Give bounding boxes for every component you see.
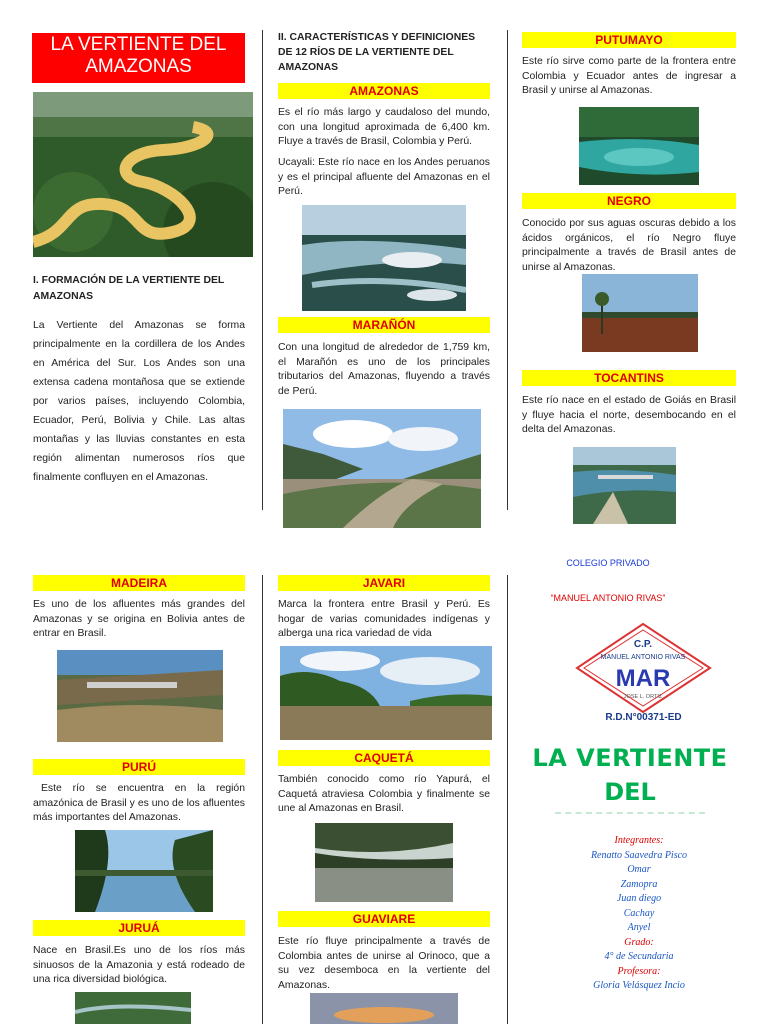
banner-putumayo: PUTUMAYO xyxy=(522,32,736,48)
tocantins-text: Este río nace en el estado de Goiás en Brasil y fluye hacia el norte, desembocando en el delta del Amazonas. xyxy=(522,395,736,436)
puru-river-image xyxy=(75,830,213,912)
banner-tocantins: TOCANTINS xyxy=(522,370,736,386)
school-name: “MANUEL ANTONIO RIVAS” xyxy=(550,593,666,603)
madeira-text: Es uno de los afluentes más grandes del Amazonas y se origina en Bolivia antes de entrar en Brasil. xyxy=(33,599,245,640)
banner-negro: NEGRO xyxy=(522,193,736,209)
banner-madeira: MADEIRA xyxy=(33,575,245,591)
banner-amazonas: AMAZONAS xyxy=(278,83,490,99)
guaviare-text: Este río fluye principalmente a través de Colombia antes de unirse al Orinoco, que a su vez desemboca en la vertiente del Amazonas. xyxy=(278,936,490,991)
madeira-dam-image xyxy=(57,650,223,742)
member-5: Cachay xyxy=(623,907,655,919)
cover-title-line2: DEL xyxy=(604,778,656,806)
school-label: COLEGIO PRIVADO xyxy=(566,558,650,568)
member-4: Juan diego xyxy=(616,893,662,904)
member-2: Omar xyxy=(627,864,651,875)
caqueta-text: También conocido como río Yapurá, el Caquetá atraviesa Colombia y finalmente se une al Amazonas en Brasil. xyxy=(278,774,490,815)
page-title: LA VERTIENTE DEL AMAZONAS xyxy=(32,33,245,83)
logo-name: MANUEL ANTONIO RIVAS xyxy=(600,654,686,661)
profesora-label: Profesora: xyxy=(617,965,661,977)
banner-puru: PURÚ xyxy=(33,759,245,775)
putumayo-image xyxy=(579,107,699,185)
divider-top-1 xyxy=(262,30,263,510)
grado-label: Grado: xyxy=(624,936,654,948)
banner-guaviare: GUAVIARE xyxy=(278,911,490,927)
cover-title-line1: LA VERTIENTE xyxy=(532,744,728,772)
javari-river-image xyxy=(280,646,492,740)
profesora-value: Gloria Velásquez Incio xyxy=(593,980,685,991)
section-2-heading: II. CARACTERÍSTICAS Y DEFINICIONES DE 12 RÍOS DE LA VERTIENTE DEL AMAZONAS xyxy=(278,32,476,73)
section-1-heading: I. FORMACIÓN DE LA VERTIENTE DEL AMAZONAS xyxy=(33,275,225,302)
divider-top-2 xyxy=(507,30,508,510)
logo-cp: C.P. xyxy=(633,639,653,650)
rdn-number: R.D.N°00371-ED xyxy=(605,712,682,723)
school-logo xyxy=(575,622,712,714)
banner-caqueta: CAQUETÁ xyxy=(278,750,490,766)
amazonas-text: Es el río más largo y caudaloso del mundo, con una longitud aproximada de 6,400 km. Fluye a través de Brasil, Colombia y Perú. xyxy=(278,107,490,148)
negro-text: Conocido por sus aguas oscuras debido a los ácidos orgánicos, el río Negro fluye principalmente a través de Brasil antes de unirse al Amazonas. xyxy=(522,218,736,273)
putumayo-text: Este río sirve como parte de la frontera entre Colombia y Ecuador antes de ingresar a Brasil y unirse al Amazonas. xyxy=(522,56,736,97)
member-3: Zamopra xyxy=(620,878,658,890)
tocantins-dam-image xyxy=(573,447,676,524)
maranon-valley-image xyxy=(283,409,481,528)
grado-value: 4° de Secundaria xyxy=(604,951,674,962)
maranon-text: Con una longitud de alrededor de 1,759 km, el Marañón es uno de los principales tributarios del Amazonas, fluyendo a través de Perú. xyxy=(278,342,490,397)
jurua-text: Nace en Brasil.Es uno de los ríos más sinuosos de la Amazonia y está rodeado de una rica diversidad biológica. xyxy=(33,945,245,986)
cover-title-cut xyxy=(555,812,705,818)
logo-mark: MAR xyxy=(615,665,671,692)
caqueta-river-image xyxy=(315,823,453,902)
integrantes-label: Integrantes: xyxy=(614,835,664,846)
jurua-image xyxy=(75,992,191,1024)
banner-jurua: JURUÁ xyxy=(33,920,245,936)
banner-maranon: MARAÑÓN xyxy=(278,317,490,333)
river-aerial-image xyxy=(302,205,466,311)
section-1-text: La Vertiente del Amazonas se forma principalmente en la cordillera de los Andes en América del Sur. Los Andes son una extensa cadena montañosa que se extiende por varios países, incluyendo Colombia, Ecuador, Perú, Bolivia y Chile. Las altas montañas y las lluvias constantes en esta región alimentan numerosos ríos que finalmente confluyen en el Amazonas. xyxy=(33,320,245,483)
guaviare-sunset-image xyxy=(310,993,458,1024)
puru-text: Este río se encuentra en la región amazónica de Brasil y es uno de los afluentes más importantes del Amazonas. xyxy=(33,783,245,824)
banner-javari: JAVARI xyxy=(278,575,490,591)
negro-river-image xyxy=(582,274,698,352)
divider-bottom-2 xyxy=(507,575,508,1024)
divider-bottom-1 xyxy=(262,575,263,1024)
amazon-aerial-image xyxy=(33,92,253,257)
member-6: Anyel xyxy=(627,922,651,933)
member-1: Renatto Saavedra Pisco xyxy=(590,849,688,861)
javari-text: Marca la frontera entre Brasil y Perú. Es hogar de varias comunidades indígenas y alberga una rica variedad de vida xyxy=(278,599,490,640)
logo-sub: JOSE L. ORTIZ xyxy=(623,694,663,700)
ucayali-text: Ucayali: Este río nace en los Andes peruanos y es el principal afluente del Amazonas en el Perú. xyxy=(278,157,490,198)
